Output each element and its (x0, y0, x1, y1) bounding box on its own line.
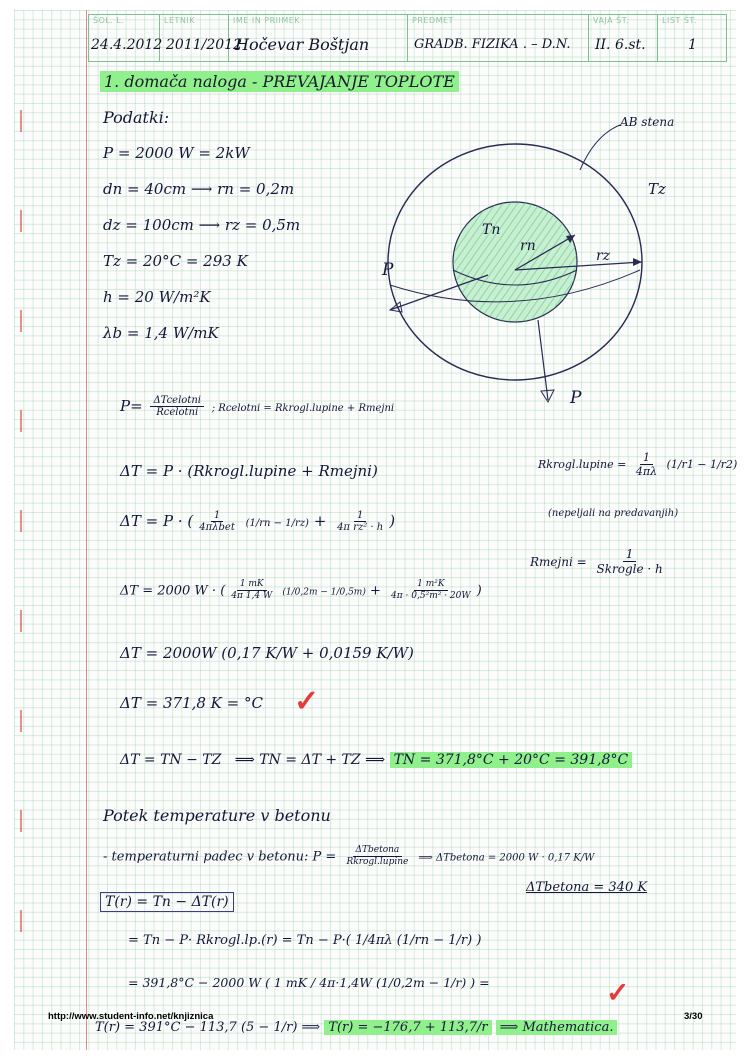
footer-url: http://www.student-info.net/knjiznica (48, 1011, 214, 1022)
header-caption: VAJA ŠT. (593, 16, 630, 25)
margin-tick (20, 810, 22, 832)
data-line: λb = 1,4 W/mK (103, 324, 219, 342)
footer-page-number: 3/30 (684, 1011, 703, 1022)
header-caption: IME IN PRIIMEK (233, 16, 301, 25)
equation-delta-t-3: ΔT = 2000 W · ( $\frac{1 mK}{4\pi 1,4 W}$ (1/0,2m − 1/0,5m) + $\frac{\text{1 m²K}}{\text{4π · 0,5²m² · 20W}}$ ) (120, 579, 482, 601)
header-cell-school (89, 15, 163, 61)
header-name: Hočevar Boštjan (235, 35, 370, 54)
rz-label: rz (596, 248, 611, 264)
page-title: 1. domača naloga - PREVAJANJE TOPLOTE (100, 72, 459, 91)
header-subject: GRADB. FIZIKA . – D.N. (414, 37, 571, 52)
margin-tick (20, 910, 22, 932)
margin-tick (20, 210, 22, 232)
header-cell-year (160, 15, 242, 61)
header-caption: ŠOL. L. (93, 16, 125, 25)
temp-drop-line: - temperaturni padec v betonu: P = $\frac{\text{ΔTbetona}}{\text{Rkrogl.lupine}}$ ⟹ ΔTbetona = 2000 W · 0,17 K/W (103, 845, 595, 867)
header-date: 24.4.2012 (91, 37, 163, 53)
wall-label: AB stena (620, 115, 675, 129)
side-note: (nepeljali na predavanjih) (548, 508, 679, 519)
data-heading: Podatki: (103, 108, 170, 127)
data-line: dz = 100cm ⟶ rz = 0,5m (103, 216, 301, 234)
data-line: Tz = 20°C = 293 K (103, 252, 248, 270)
rn-label: rn (520, 238, 536, 254)
margin-tick (20, 710, 22, 732)
equation-tn: ΔT = TN − TZ ⟹ TN = ΔT + TZ ⟹ TN = 371,8°C + 20°C = 391,8°C (120, 752, 632, 768)
header-caption: LETNIK (164, 16, 195, 25)
margin-line (86, 10, 87, 1050)
p-arrow-bottom (538, 320, 548, 400)
temp-function-line4: T(r) = 391°C − 113,7 (5 − 1/r) ⟹ T(r) = −176,7 + 113,7/r ⟹ Mathematica. (95, 1020, 617, 1035)
margin-tick (20, 110, 22, 132)
margin-tick (20, 510, 22, 532)
data-line: dn = 40cm ⟶ rn = 0,2m (103, 180, 295, 198)
header-exercise: II. 6.st. (595, 37, 646, 53)
temp-function-line3: = 391,8°C − 2000 W ( 1 mK / 4π·1,4W (1/0,2m − 1/r) ) = (128, 975, 490, 990)
check-mark: ✓ (606, 976, 630, 1009)
equation-delta-t-2: ΔT = P · ( $\frac{1}{\text{4πλbet}}$ (1/rn − 1/rz) + $\frac{1}{\text{4π rz² · h}}$ ) (120, 510, 396, 533)
header-caption: LIST ŠT. (662, 16, 697, 25)
sphere-diagram (370, 110, 680, 420)
tn-label: Tn (482, 222, 501, 238)
data-line: P = 2000 W = 2kW (103, 144, 250, 162)
header-caption: PREDMET (412, 16, 454, 25)
header-year: 2011/2012 (166, 37, 242, 53)
header-cell-exercise (589, 15, 658, 61)
equation-delta-t-4: ΔT = 2000W (0,17 K/W + 0,0159 K/W) (120, 644, 414, 662)
header-cell-sheet (658, 15, 726, 61)
temp-function-boxed: T(r) = Tn − ΔT(r) (100, 894, 234, 910)
tz-label: Tz (648, 180, 666, 198)
temp-function-line2: = Tn − P· Rkrogl.lp.(r) = Tn − P·( 1/4πλ (1/rn − 1/r) ) (128, 933, 482, 948)
header-table (88, 14, 727, 62)
side-r-shell: Rkrogl.lupine = $\frac{1}{4\pi\lambda}$ (1/r1 − 1/r2) (538, 451, 738, 479)
side-r-boundary: Rmejni = $\frac{1}{\text{Skrogle · h}}$ (530, 547, 663, 577)
equation-power: P= $\frac{\text{ΔTcelotni}}{\text{Rcelotni}}$ ; Rcelotni = Rkrogl.lupine + Rmejni (120, 395, 395, 418)
temp-drop-result: ΔTbetona = 340 K (526, 880, 648, 895)
data-line: h = 20 W/m²K (103, 288, 211, 306)
equation-delta-t-1: ΔT = P · (Rkrogl.lupine + Rmejni) (120, 462, 378, 480)
section2-heading: Potek temperature v betonu (103, 806, 331, 825)
margin-tick (20, 410, 22, 432)
p-label-bottom: P (570, 388, 582, 408)
check-mark: ✓ (294, 684, 320, 719)
equation-delta-t-result: ΔT = 371,8 K = °C (120, 694, 263, 712)
header-cell-subject (408, 15, 589, 61)
p-label-left: P (382, 260, 394, 280)
margin-tick (20, 310, 22, 332)
header-sheet: 1 (688, 37, 697, 53)
margin-tick (20, 610, 22, 632)
header-cell-name (229, 15, 408, 61)
